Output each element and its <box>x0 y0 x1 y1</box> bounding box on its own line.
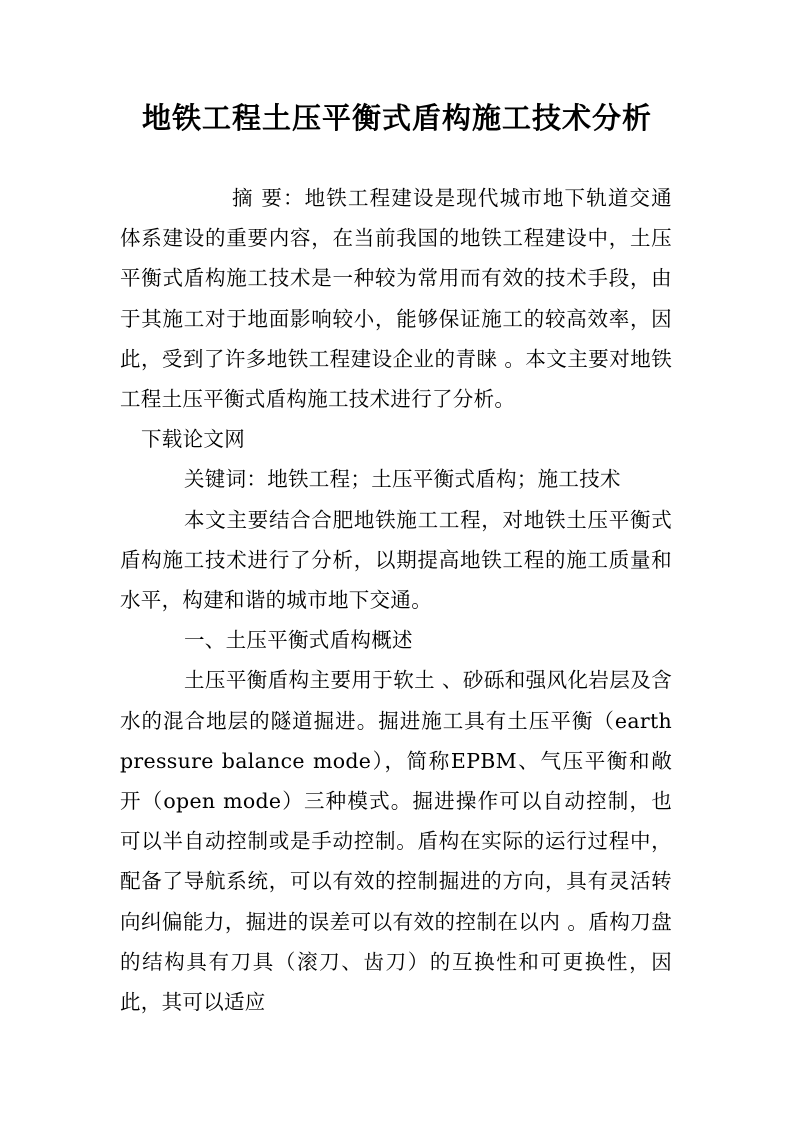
document-body <box>120 178 672 1022</box>
intro-paragraph: 本文主要结合合肥地铁施工工程，对地铁土压平衡式盾构施工技术进行了分析，以期提高地铁工程的施工质量和水平，构建和谐的城市地下交通。 <box>120 507 672 613</box>
document-title: 地铁工程土压平衡式盾构施工技术分析 <box>141 101 652 135</box>
keywords-paragraph: 关键词：地铁工程；土压平衡式盾构；施工技术 <box>184 467 621 492</box>
section-body-paragraph: 土压平衡盾构主要用于软土 、砂砾和强风化岩层及含水的混合地层的隧道掘进。掘进施工具有土压平衡（earth pressure balance mode），简称EPBM、气压平衡和敞开（open mode）三种模式。掘进操作可以自动控制，也可以半自动控制或是手动控制。盾构在实际的运行过程中，配备了导航系统，可以有效的控制掘进的方向，具有灵活转向纠偏能力，掘进的误差可以有效的控制在以内 。盾构刀盘的结构具有刀具（滚刀、齿刀）的互换性和可更换性，因此，其可以适应 <box>120 668 672 1015</box>
section-heading: 一、土压平衡式盾构概述 <box>184 628 413 653</box>
download-link-text: 下载论文网 <box>141 427 245 452</box>
abstract-paragraph: 摘 要：地铁工程建设是现代城市地下轨道交通体系建设的重要内容，在当前我国的地铁工程建设中，土压平衡式盾构施工技术是一种较为常用而有效的技术手段，由于其施工对于地面影响较小，能够保证施工的较高效率，因此，受到了许多地铁工程建设企业的青睐 。本文主要对地铁工程土压平衡式盾构施工技术进行了分析。 <box>120 186 672 412</box>
